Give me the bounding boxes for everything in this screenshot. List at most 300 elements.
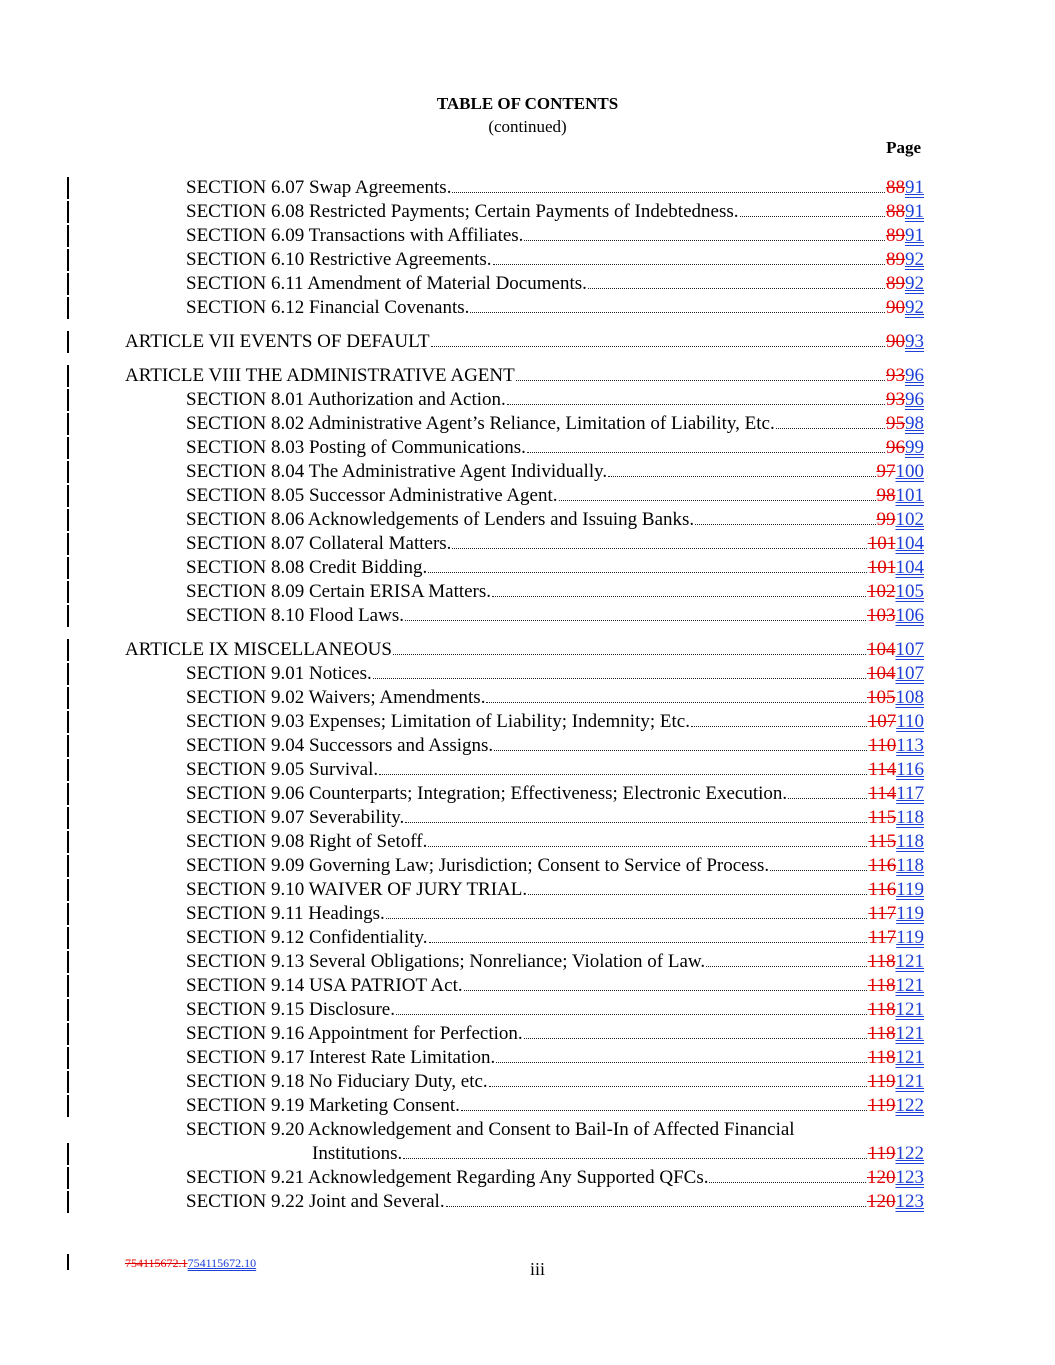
page-ref-deleted: 93	[886, 365, 905, 386]
change-bar	[67, 509, 69, 531]
toc-entry-row	[186, 200, 924, 224]
dot-leader	[403, 1158, 866, 1159]
toc-entry-row	[186, 388, 924, 412]
toc-section-entry[interactable]	[0, 1022, 1055, 1046]
change-bar	[67, 461, 69, 483]
toc-section-entry[interactable]	[0, 1094, 1055, 1118]
toc-entry-title: SECTION 9.13 Several Obligations; Nonreliance; Violation of Law.	[186, 951, 706, 972]
page-ref-inserted[interactable]: 93	[905, 331, 924, 352]
toc-section-entry[interactable]	[0, 950, 1055, 974]
toc-section-entry[interactable]	[0, 710, 1055, 734]
page-ref-deleted: 89	[886, 249, 905, 270]
page-column-label: Page	[886, 138, 921, 157]
toc-entry-title: SECTION 9.19 Marketing Consent.	[186, 1095, 460, 1116]
page-ref[interactable]	[886, 248, 924, 272]
page-ref-deleted: 93	[886, 389, 905, 410]
change-bar	[67, 201, 69, 223]
page-ref-inserted[interactable]: 92	[905, 297, 924, 318]
dot-leader	[494, 750, 867, 751]
toc-section-entry[interactable]	[0, 248, 1055, 272]
page-ref[interactable]	[868, 1094, 924, 1118]
change-bar	[67, 605, 69, 627]
dot-leader	[524, 1038, 867, 1039]
change-bar	[67, 735, 69, 757]
dot-leader	[470, 312, 885, 313]
page-ref-inserted[interactable]: 123	[895, 1167, 924, 1188]
toc-entry-row	[186, 604, 924, 628]
toc-entry-title: ARTICLE VIII THE ADMINISTRATIVE AGENT	[125, 365, 515, 386]
change-bar	[67, 975, 69, 997]
page-ref[interactable]	[886, 176, 924, 200]
page-ref[interactable]	[877, 460, 925, 484]
change-bar	[67, 177, 69, 199]
page-ref-deleted: 95	[886, 413, 905, 434]
toc-entry-row	[186, 830, 924, 854]
toc-section-entry[interactable]	[0, 1166, 1055, 1190]
page-ref-inserted[interactable]: 121	[895, 1047, 924, 1068]
toc-entry-row	[186, 508, 924, 532]
dot-leader	[396, 1014, 867, 1015]
toc-section-entry[interactable]	[0, 604, 1055, 628]
dot-leader	[608, 476, 875, 477]
toc-section-entry[interactable]	[0, 734, 1055, 758]
page-ref-deleted: 118	[867, 1047, 896, 1068]
page-ref-deleted: 107	[867, 711, 897, 732]
dot-leader	[486, 702, 866, 703]
page-ref[interactable]	[867, 662, 924, 686]
toc-entry-title: SECTION 9.02 Waivers; Amendments.	[186, 687, 486, 708]
page-ref[interactable]	[868, 950, 924, 974]
page-ref-deleted: 120	[867, 1167, 896, 1188]
page-ref-deleted: 90	[886, 297, 905, 318]
page-ref[interactable]	[886, 364, 924, 388]
page-ref-inserted[interactable]: 92	[905, 273, 924, 294]
page-ref-deleted: 99	[876, 509, 896, 530]
dot-leader	[493, 264, 885, 265]
page-ref[interactable]	[868, 926, 924, 950]
toc-entry-title: SECTION 9.16 Appointment for Perfection.	[186, 1023, 523, 1044]
dot-leader	[524, 240, 885, 241]
page-ref-deleted: 105	[867, 687, 896, 708]
page-ref-deleted: 104	[867, 639, 896, 660]
page-ref[interactable]	[867, 604, 924, 628]
toc-subtitle: (continued)	[488, 117, 567, 136]
page-ref-inserted[interactable]: 91	[905, 201, 924, 222]
dot-leader	[461, 1110, 867, 1111]
dot-leader	[405, 620, 866, 621]
change-bar	[67, 581, 69, 603]
page-ref-inserted[interactable]: 110	[896, 711, 924, 732]
toc-entry-title: SECTION 8.08 Credit Bidding.	[186, 557, 428, 578]
page-ref[interactable]	[868, 1070, 924, 1094]
toc-section-entry[interactable]	[0, 412, 1055, 436]
dot-leader	[379, 774, 867, 775]
page-ref[interactable]	[867, 638, 924, 662]
page-ref-deleted: 102	[867, 581, 896, 602]
page-ref-inserted[interactable]: 118	[896, 855, 924, 876]
page-ref-deleted: 120	[867, 1191, 896, 1212]
toc-section-entry[interactable]	[0, 662, 1055, 686]
toc-entry-title: ARTICLE IX MISCELLANEOUS	[125, 639, 392, 660]
page-ref-deleted: 89	[886, 273, 905, 294]
page-ref[interactable]	[868, 878, 924, 902]
toc-entry-row	[186, 272, 924, 296]
page-number: iii	[529, 1259, 545, 1279]
toc-entry-row	[186, 460, 924, 484]
page-ref-inserted[interactable]: 116	[896, 759, 924, 780]
page-ref[interactable]	[886, 224, 924, 248]
change-bar	[67, 413, 69, 435]
page-ref-inserted[interactable]: 98	[905, 413, 924, 434]
change-bar	[67, 879, 69, 901]
page-ref-deleted: 97	[876, 461, 896, 482]
toc-entry-row	[186, 1022, 924, 1046]
toc-entry-title: SECTION 9.12 Confidentiality.	[186, 927, 428, 948]
change-bar	[67, 1023, 69, 1045]
page-ref-deleted: 116	[868, 855, 897, 876]
toc-section-entry[interactable]	[0, 1118, 1055, 1166]
page-ref-deleted: 115	[868, 831, 897, 852]
page-ref[interactable]	[886, 200, 924, 224]
page-ref-deleted: 117	[868, 927, 897, 948]
toc-section-entry[interactable]	[0, 460, 1055, 484]
page-ref-inserted[interactable]: 119	[896, 927, 924, 948]
page-ref-inserted[interactable]: 106	[895, 605, 924, 626]
page-ref-inserted[interactable]: 104	[895, 533, 924, 554]
toc-section-entry[interactable]	[0, 272, 1055, 296]
page-ref[interactable]	[868, 782, 924, 806]
page-ref-inserted[interactable]: 107	[895, 639, 924, 660]
toc-entry-row	[186, 710, 924, 734]
change-bar	[67, 1167, 69, 1189]
toc-entry-title: SECTION 9.22 Joint and Several.	[186, 1191, 445, 1212]
toc-entry-row	[186, 926, 924, 950]
page-ref-inserted[interactable]: 118	[896, 807, 924, 828]
page-ref[interactable]	[867, 686, 924, 710]
change-bar	[67, 663, 69, 685]
page-ref-inserted[interactable]: 121	[895, 975, 924, 996]
toc-section-entry[interactable]	[0, 508, 1055, 532]
dot-leader	[489, 1086, 867, 1087]
toc-entry-title: SECTION 8.04 The Administrative Agent Individually.	[186, 461, 608, 482]
toc-entry-title: SECTION 6.08 Restricted Payments; Certain Payments of Indebtedness.	[186, 201, 739, 222]
toc-section-entry[interactable]	[0, 998, 1055, 1022]
page-ref[interactable]	[868, 854, 924, 878]
toc-section-entry[interactable]	[0, 1070, 1055, 1094]
page-ref-deleted: 101	[867, 557, 896, 578]
toc-entry-row	[186, 296, 924, 320]
page-ref[interactable]	[867, 1166, 924, 1190]
toc-entry-row	[186, 974, 924, 998]
page-ref[interactable]	[867, 1190, 924, 1214]
page-ref-deleted: 89	[886, 225, 905, 246]
page-ref[interactable]	[868, 532, 924, 556]
page-ref-inserted[interactable]: 92	[905, 249, 924, 270]
change-bar	[67, 437, 69, 459]
dot-leader	[770, 870, 867, 871]
dot-leader	[788, 798, 867, 799]
toc-entry-row	[186, 782, 924, 806]
page-ref-deleted: 98	[876, 485, 896, 506]
toc-entry-title: SECTION 9.15 Disclosure.	[186, 999, 395, 1020]
dot-leader	[496, 1062, 866, 1063]
dot-leader	[507, 404, 885, 405]
toc-entry-title: ARTICLE VII EVENTS OF DEFAULT	[125, 331, 430, 352]
toc-entry-row	[125, 330, 924, 354]
toc-entry-title: SECTION 9.10 WAIVER OF JURY TRIAL.	[186, 879, 528, 900]
page-ref[interactable]	[868, 902, 924, 926]
page-ref-deleted: 118	[867, 999, 896, 1020]
page-ref[interactable]	[886, 272, 924, 296]
page-ref-deleted: 96	[886, 437, 905, 458]
dot-leader	[695, 524, 875, 525]
page-ref-inserted[interactable]: 119	[896, 903, 924, 924]
toc-entry-row	[186, 806, 924, 830]
toc-section-entry[interactable]	[0, 296, 1055, 320]
toc-entry-row	[186, 1166, 924, 1190]
change-bar	[67, 711, 69, 733]
dot-leader	[691, 726, 867, 727]
toc-section-entry[interactable]	[0, 926, 1055, 950]
toc-section-entry[interactable]	[0, 974, 1055, 998]
document-id-deleted: 754115672.1	[125, 1256, 188, 1270]
toc-entry-row	[186, 484, 924, 508]
toc-section-entry[interactable]	[0, 1190, 1055, 1214]
dot-leader	[373, 678, 866, 679]
page-ref[interactable]	[886, 296, 924, 320]
page-ref-inserted[interactable]: 96	[905, 389, 924, 410]
page-ref[interactable]	[886, 388, 924, 412]
toc-section-entry[interactable]	[0, 902, 1055, 926]
toc-entry-row	[186, 580, 924, 604]
page-ref-deleted: 110	[868, 735, 897, 756]
page-ref[interactable]	[867, 580, 924, 604]
page-ref-inserted[interactable]: 122	[895, 1143, 924, 1164]
toc-section-entry[interactable]	[0, 686, 1055, 710]
dot-leader	[386, 918, 868, 919]
dot-leader	[492, 596, 866, 597]
toc-entry-row	[186, 854, 924, 878]
toc-entry-row	[186, 662, 924, 686]
page-ref[interactable]	[868, 556, 924, 580]
page-ref-inserted[interactable]: 123	[895, 1191, 924, 1212]
toc-entry-row	[186, 878, 924, 902]
change-bar	[67, 951, 69, 973]
page-ref-deleted: 115	[868, 807, 897, 828]
toc-entry-title: SECTION 9.07 Severability.	[186, 807, 405, 828]
page-ref-inserted[interactable]: 91	[905, 225, 924, 246]
toc-section-entry[interactable]	[0, 758, 1055, 782]
page-ref-deleted: 116	[868, 879, 897, 900]
page-ref[interactable]	[886, 330, 924, 354]
dot-leader	[393, 654, 866, 655]
change-bar	[67, 297, 69, 319]
page-ref-inserted[interactable]: 113	[896, 735, 924, 756]
toc-title: TABLE OF CONTENTS	[436, 94, 619, 113]
toc-entry-title: SECTION 9.06 Counterparts; Integration; Effectiveness; Electronic Execution.	[186, 783, 788, 804]
page-ref[interactable]	[868, 1046, 924, 1070]
change-bar	[67, 365, 69, 387]
dot-leader	[740, 216, 886, 217]
dot-leader	[428, 572, 867, 573]
toc-section-entry[interactable]	[0, 200, 1055, 224]
page-ref-inserted[interactable]: 121	[895, 951, 924, 972]
toc-section-entry[interactable]	[0, 854, 1055, 878]
change-bar	[67, 831, 69, 853]
page-ref[interactable]	[877, 484, 925, 508]
change-bar	[67, 1095, 69, 1117]
toc-section-entry[interactable]	[0, 580, 1055, 604]
change-bar	[67, 1143, 69, 1165]
toc-entry-title: SECTION 8.02 Administrative Agent’s Reliance, Limitation of Liability, Etc.	[186, 413, 775, 434]
dot-leader	[776, 428, 885, 429]
toc-entry-title: SECTION 9.04 Successors and Assigns.	[186, 735, 494, 756]
page-ref-inserted[interactable]: 122	[895, 1095, 924, 1116]
toc-entry-row	[186, 1070, 924, 1094]
page-ref-inserted[interactable]: 101	[895, 485, 924, 506]
change-bar	[67, 331, 69, 353]
toc-section-entry[interactable]	[0, 224, 1055, 248]
dot-leader	[588, 288, 885, 289]
change-bar	[67, 1047, 69, 1069]
toc-entry-title: SECTION 9.14 USA PATRIOT Act.	[186, 975, 463, 996]
page-ref-inserted[interactable]: 105	[895, 581, 924, 602]
toc-section-entry[interactable]	[0, 556, 1055, 580]
page-ref-deleted: 117	[868, 903, 897, 924]
page-ref-inserted[interactable]: 118	[896, 831, 924, 852]
page-ref[interactable]	[877, 508, 925, 532]
page-ref[interactable]	[868, 806, 924, 830]
page-ref-deleted: 103	[867, 605, 896, 626]
toc-entry-row	[186, 176, 924, 200]
dot-leader	[527, 452, 885, 453]
toc-entry-title: SECTION 8.01 Authorization and Action.	[186, 389, 506, 410]
page-ref-inserted[interactable]: 119	[896, 879, 924, 900]
change-bar	[67, 759, 69, 781]
toc-section-entry[interactable]	[0, 830, 1055, 854]
toc-entry-title: SECTION 6.12 Financial Covenants.	[186, 297, 470, 318]
toc-entry-title: SECTION 9.05 Survival.	[186, 759, 379, 780]
page-ref[interactable]	[868, 830, 924, 854]
dot-leader	[429, 942, 868, 943]
toc-entry-title: SECTION 8.09 Certain ERISA Matters.	[186, 581, 492, 602]
dot-leader	[528, 894, 867, 895]
page-ref-deleted: 114	[868, 759, 897, 780]
page-ref-inserted[interactable]: 117	[896, 783, 924, 804]
page-ref-inserted[interactable]: 121	[895, 999, 924, 1020]
dot-leader	[464, 990, 867, 991]
change-bar	[67, 855, 69, 877]
toc-section-entry[interactable]	[0, 806, 1055, 830]
change-bar	[67, 1071, 69, 1093]
page-ref[interactable]	[868, 758, 924, 782]
toc-section-entry[interactable]	[0, 176, 1055, 200]
page-ref-inserted[interactable]: 102	[895, 509, 924, 530]
dot-leader	[428, 846, 867, 847]
toc-article-entry[interactable]	[0, 638, 1055, 662]
page-ref-inserted[interactable]: 91	[905, 177, 924, 198]
page-ref[interactable]	[886, 436, 924, 460]
page-ref-inserted[interactable]: 104	[895, 557, 924, 578]
change-bar	[67, 687, 69, 709]
page-ref-deleted: 118	[867, 1023, 896, 1044]
toc-entry-row	[186, 436, 924, 460]
page-ref-inserted[interactable]: 107	[895, 663, 924, 684]
dot-leader	[516, 380, 885, 381]
toc-section-entry[interactable]	[0, 484, 1055, 508]
toc-entry-title: SECTION 6.09 Transactions with Affiliates.	[186, 225, 524, 246]
page-ref[interactable]	[886, 412, 924, 436]
toc-entry-row	[312, 1142, 924, 1166]
toc-entry-title: SECTION 8.10 Flood Laws.	[186, 605, 404, 626]
page-ref[interactable]	[868, 734, 924, 758]
dot-leader	[706, 966, 867, 967]
page-ref-deleted: 118	[867, 951, 896, 972]
toc-entry-title: SECTION 9.18 No Fiduciary Duty, etc.	[186, 1071, 488, 1092]
toc-section-entry[interactable]	[0, 532, 1055, 556]
change-bar	[67, 639, 69, 661]
toc-entry-title: SECTION 9.01 Notices.	[186, 663, 372, 684]
page-ref-inserted[interactable]: 108	[895, 687, 924, 708]
page-ref-deleted: 119	[867, 1095, 896, 1116]
page-ref[interactable]	[868, 998, 924, 1022]
toc-section-entry[interactable]	[0, 1046, 1055, 1070]
change-bar	[67, 485, 69, 507]
toc-entry-row	[186, 902, 924, 926]
change-bar	[67, 927, 69, 949]
toc-entry-row	[186, 412, 924, 436]
page-ref-deleted: 114	[868, 783, 897, 804]
toc-article-entry[interactable]	[0, 364, 1055, 388]
page-ref-deleted: 90	[886, 331, 905, 352]
toc-entry-title: SECTION 8.05 Successor Administrative Agent.	[186, 485, 558, 506]
page-ref-inserted[interactable]: 100	[895, 461, 924, 482]
toc-article-entry[interactable]	[0, 330, 1055, 354]
toc-section-entry[interactable]	[0, 782, 1055, 806]
toc-entry-row	[186, 734, 924, 758]
change-bar	[67, 783, 69, 805]
page-ref[interactable]	[868, 1142, 924, 1166]
page-ref-inserted[interactable]: 121	[895, 1023, 924, 1044]
toc-entry-row	[125, 364, 924, 388]
toc-section-entry[interactable]	[0, 436, 1055, 460]
toc-entry-row	[186, 1190, 924, 1214]
toc-entry-title: SECTION 6.11 Amendment of Material Documents.	[186, 273, 587, 294]
page-ref[interactable]	[868, 974, 924, 998]
toc-section-entry[interactable]	[0, 878, 1055, 902]
change-bar	[67, 999, 69, 1021]
change-bar	[67, 557, 69, 579]
page-ref-inserted[interactable]: 121	[895, 1071, 924, 1092]
toc-entry-row	[186, 556, 924, 580]
dot-leader	[709, 1182, 866, 1183]
dot-leader	[446, 1206, 866, 1207]
page-ref[interactable]	[868, 710, 924, 734]
page-ref-deleted: 118	[867, 975, 896, 996]
page-ref-inserted[interactable]: 96	[905, 365, 924, 386]
toc-entry-title: SECTION 8.03 Posting of Communications.	[186, 437, 526, 458]
page-ref[interactable]	[868, 1022, 924, 1046]
change-bar	[67, 807, 69, 829]
page-ref-deleted: 88	[886, 177, 905, 198]
page-ref-inserted[interactable]: 99	[905, 437, 924, 458]
toc-entry-row	[186, 224, 924, 248]
dot-leader	[452, 548, 866, 549]
toc-entry-title: SECTION 9.11 Headings.	[186, 903, 385, 924]
change-bar	[67, 249, 69, 271]
toc-section-entry[interactable]	[0, 388, 1055, 412]
toc-entry-title: SECTION 9.03 Expenses; Limitation of Liability; Indemnity; Etc.	[186, 711, 690, 732]
